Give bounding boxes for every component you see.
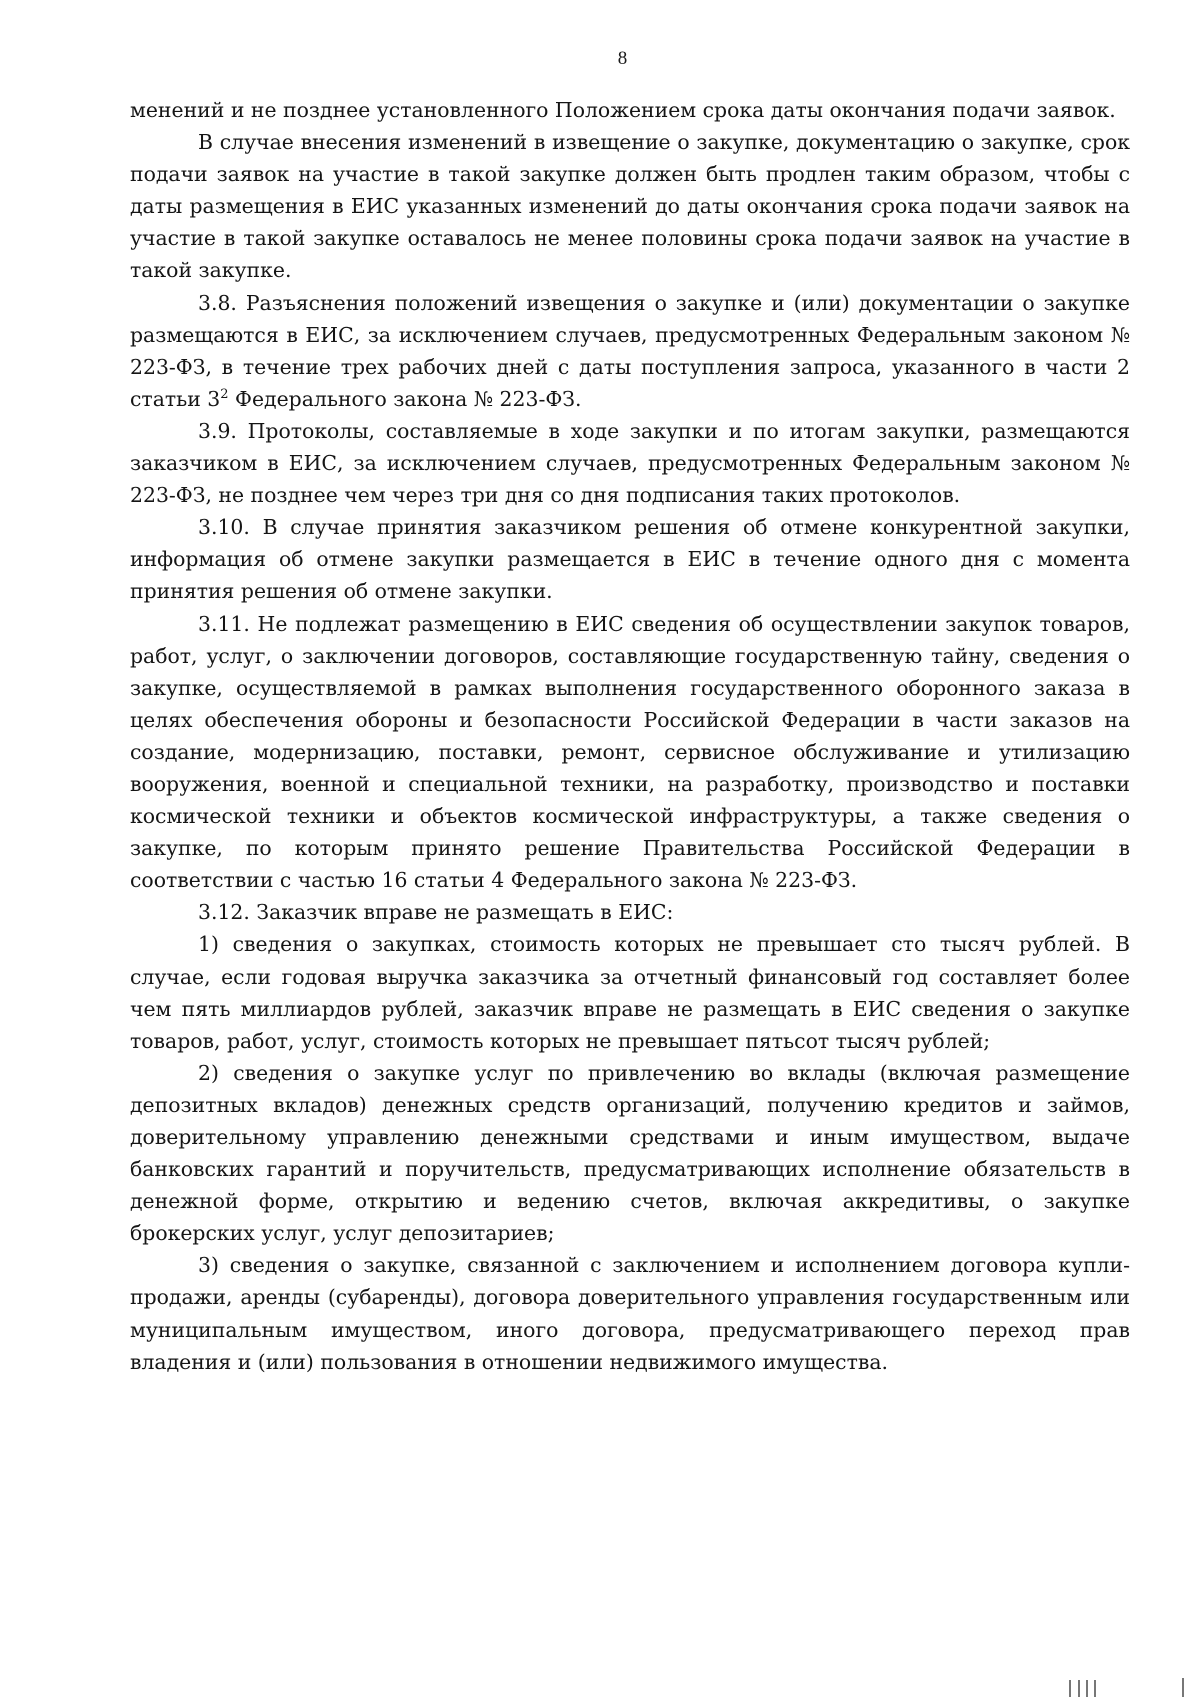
list-item-3: 3) сведения о закупке, связанной с заключением и исполнением договора купли-продажи, аренды (субаренды), договора доверительного управления государственным или муниципальным имуществом, иного договора, предусматривающего переход прав владения и (или) пользования в отношении недвижимого имущества. — [130, 1253, 1130, 1374]
paragraph-continuation: менений и не позднее установленного Положением срока даты окончания подачи заявок. — [130, 98, 1116, 122]
paragraph-3-8-tail: Федерального закона № 223-ФЗ. — [228, 386, 582, 411]
paragraph-3-8-text: 3.8. Разъяснения положений извещения о закупке и (или) документации о закупке размещаются в ЕИС, за исключением случаев, предусмотренных Федеральным законом № 223-ФЗ, в течение трех рабочих дней с даты поступления запроса, указанного в части 2 статьи 3 — [130, 290, 1130, 411]
scan-artifact-mark — [1069, 1680, 1071, 1697]
superscript: 2 — [220, 386, 229, 402]
list-item-2: 2) сведения о закупке услуг по привлечению во вклады (включая размещение депозитных вкладов) денежных средств организаций, получению кредитов и займов, доверительному управлению денежными средствами и иным имуществом, выдаче банковских гарантий и поручительств, предусматривающих исполнение обязательств в денежной форме, открытию и ведению счетов, включая аккредитивы, о закупке брокерских услуг, услуг депозитариев; — [130, 1060, 1130, 1246]
paragraph-3-11: 3.11. Не подлежат размещению в ЕИС сведения об осуществлении закупок товаров, работ, услуг, о заключении договоров, составляющие государственную тайну, сведения о закупке, осуществляемой в рамках выполнения государственного оборонного заказа в целях обеспечения обороны и безопасности Российской Федерации в части заказов на создание, модернизацию, поставки, ремонт, сервисное обслуживание и утилизацию вооружения, военной и специальной техники, на разработку, производство и поставки космической техники и объектов космической инфраструктуры, а также сведения о закупке, по которым принято решение Правительства Российской Федерации в соответствии с частью 16 статьи 4 Федерального закона № 223-ФЗ. — [130, 611, 1130, 893]
scan-artifact-mark — [1078, 1680, 1080, 1697]
scan-artifact-mark — [1086, 1680, 1088, 1697]
paragraph-3-8 — [130, 287, 1130, 415]
paragraph-amendment-deadline: В случае внесения изменений в извещение о закупке, документацию о закупке, срок подачи заявок на участие в такой закупке должен быть продлен таким образом, чтобы с даты размещения в ЕИС указанных изменений до даты окончания срока подачи заявок на участие в такой закупке оставалось не менее половины срока подачи заявок на участие в такой закупке. — [130, 130, 1130, 283]
scan-artifact-mark — [1182, 1678, 1184, 1697]
page-number: 8 — [617, 48, 628, 69]
paragraph-3-9: 3.9. Протоколы, составляемые в ходе закупки и по итогам закупки, размещаются заказчиком в ЕИС, за исключением случаев, предусмотренных Федеральным законом № 223-ФЗ, не позднее чем через три дня со дня подписания таких протоколов. — [130, 418, 1130, 508]
paragraph-3-10: 3.10. В случае принятия заказчиком решения об отмене конкурентной закупки, информация об отмене закупки размещается в ЕИС в течение одного дня с момента принятия решения об отмене закупки. — [130, 515, 1130, 604]
paragraph-3-12: 3.12. Заказчик вправе не размещать в ЕИС: — [198, 900, 674, 925]
document-body — [130, 94, 1130, 1378]
list-item-1: 1) сведения о закупках, стоимость которых не превышает сто тысяч рублей. В случае, если годовая выручка заказчика за отчетный финансовый год составляет более чем пять миллиардов рублей, заказчик вправе не размещать в ЕИС сведения о закупке товаров, работ, услуг, стоимость которых не превышает пятьсот тысяч рублей; — [130, 932, 1130, 1053]
scan-artifact-mark — [1094, 1680, 1096, 1697]
